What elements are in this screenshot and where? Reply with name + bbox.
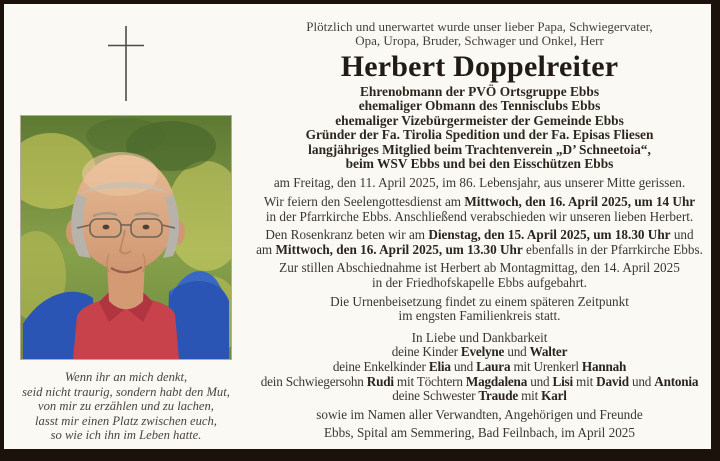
text-line: Ehrenobmann der PVÖ Ortsgruppe Ebbs — [359, 84, 600, 99]
service — [248, 195, 711, 224]
emphasized-text: Karl — [541, 388, 567, 404]
text-line: Wir feiern den Seelengottesdienst am Mittwoch, den 16. April 2025, um 14 Uhr — [263, 194, 696, 210]
text-line: deine Kinder Evelyne und Walter — [391, 344, 568, 360]
portrait-photo — [20, 115, 232, 360]
death-date — [248, 176, 711, 191]
memorial-poem — [22, 370, 230, 443]
text-line: seid nicht traurig, sondern habt den Mut, — [22, 384, 230, 399]
text-line: dein Schwiegersohn Rudi mit Töchtern Magdalena und Lisi mit David und Antonia — [260, 373, 699, 389]
rosary — [248, 228, 711, 257]
emphasized-text: Walter — [529, 344, 568, 360]
text-line: in der Pfarrkirche Ebbs. Anschließend verabschieden wir unseren lieben Herbert. — [265, 208, 694, 224]
notice-text — [248, 4, 711, 449]
text-line: beim WSV Ebbs und bei den Eisschützen Ebbs — [345, 156, 614, 172]
emphasized-text: Mittwoch, den 16. April 2025, um 14 Uhr — [464, 194, 696, 210]
emphasized-text: Laura — [476, 358, 511, 374]
places-date — [248, 426, 711, 441]
deceased-name — [248, 50, 711, 84]
text-line: lasst mir einen Platz zwischen euch, — [35, 413, 217, 428]
text-line: so wie ich ihn im Leben hatte. — [50, 428, 202, 443]
text-line: Gründer der Fa. Tirolia Spedition und der Fa. Episas Fliesen — [305, 127, 654, 143]
text-line: Die Urnenbeisetzung findet zu einem späteren Zeitpunkt — [330, 293, 629, 309]
text-line: Opa, Uropa, Bruder, Schwager und Onkel, Herr — [355, 33, 604, 48]
memorial-poem — [22, 370, 230, 443]
emphasized-text: Traude — [478, 388, 518, 404]
text-line: In Liebe und Dankbarkeit — [411, 329, 548, 345]
text-line: deine Enkelkinder Elia und Laura mit Urenkerl Hannah — [332, 358, 627, 374]
emphasized-text: Rudi — [366, 373, 394, 389]
text-line: Zur stillen Abschiednahme ist Herbert ab Montagmittag, den 14. April 2025 — [279, 260, 680, 276]
text-line: langjähriges Mitglied beim Trachtenverein „D’ Schneetoia“, — [308, 141, 651, 157]
emphasized-text: Antonia — [654, 373, 699, 389]
titles — [248, 85, 711, 171]
closing — [248, 331, 711, 346]
emphasized-text: Hannah — [581, 358, 627, 374]
text-line: in der Friedhofskapelle Ebbs aufgebahrt. — [372, 275, 587, 290]
emphasized-text: Evelyne — [460, 344, 505, 360]
emphasized-text: Magdalena — [465, 373, 528, 389]
text-line: am Freitag, den 11. April 2025, im 86. Lebensjahr, aus unserer Mitte gerissen. — [273, 175, 686, 191]
text-line: Plötzlich und unerwartet wurde unser lieber Papa, Schwiegervater, — [306, 19, 653, 34]
text-line: ehemaliger Vizebürgermeister der Gemeinde Ebbs — [335, 112, 624, 128]
text-line: im engsten Familienkreis statt. — [398, 308, 561, 324]
emphasized-text: David — [596, 373, 629, 389]
emphasized-text: Elia — [428, 358, 451, 374]
text-line: Wenn ihr an mich denkt, — [64, 370, 188, 384]
relatives — [248, 408, 711, 423]
left-column — [4, 4, 248, 449]
emphasized-text: Dienstag, den 15. April 2025, um 18.30 Uhr — [428, 227, 671, 243]
text-line: am Mittwoch, den 16. April 2025, um 13.30 Uhr ebenfalls in der Pfarrkirche Ebbs. — [256, 241, 703, 257]
urn-burial — [248, 295, 711, 324]
text-line: Den Rosenkranz beten wir am Dienstag, den 15. April 2025, um 18.30 Uhr und — [265, 227, 694, 243]
text-line: deine Schwester Traude mit Karl — [392, 388, 567, 404]
text-line: von mir zu erzählen und zu lachen, — [38, 399, 214, 414]
notice-sheet — [4, 4, 711, 449]
text-line: Ebbs, Spital am Semmering, Bad Feilnbach, im April 2025 — [324, 425, 635, 441]
text-line: Herbert Doppelreiter — [340, 50, 619, 83]
text-line: sowie im Namen aller Verwandten, Angehörigen und Freunde — [316, 406, 643, 422]
text-line: ehemaliger Obmann des Tennisclubs Ebbs — [358, 98, 601, 114]
emphasized-text: Mittwoch, den 16. April 2025, um 13.30 Uhr — [275, 241, 523, 257]
intro — [248, 20, 711, 48]
family — [248, 345, 711, 403]
laying-out — [248, 261, 711, 290]
cross-icon — [104, 25, 148, 103]
emphasized-text: Lisi — [552, 373, 573, 389]
